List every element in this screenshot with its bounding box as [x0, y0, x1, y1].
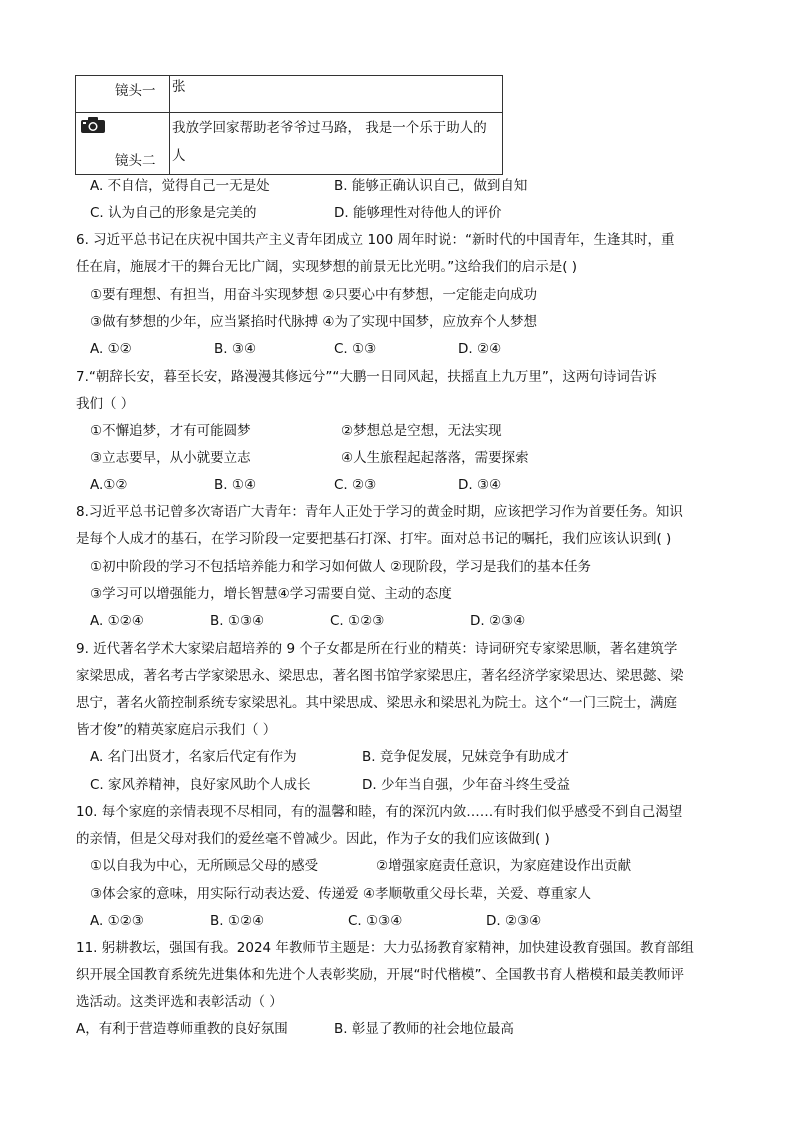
- q7-option-c: C. ②③: [334, 477, 377, 493]
- q7-option-a: A.①②: [90, 477, 128, 493]
- q7-stem-line-2: 我们（ ）: [76, 396, 135, 412]
- scenario-label-1: 镜头一: [115, 83, 156, 99]
- q7-item-3: ③立志要早，从小就要立志: [90, 450, 251, 466]
- q8-items-3-4: ③学习可以增强能力，增长智慧④学习需要自觉、主动的态度: [90, 586, 452, 602]
- scenario-label-cell: [76, 113, 170, 175]
- scenario-label-cell: [76, 76, 170, 112]
- q5-option-d: D. 能够理性对待他人的评价: [334, 205, 502, 221]
- q8-stem-line-1: 8.习近平总书记曾多次寄语广大青年：青年人正处于学习的黄金时期，应该把学习作为首要任务。知识: [76, 504, 683, 520]
- q9-option-d: D. 少年当自强，少年奋斗终生受益: [362, 777, 570, 793]
- q7-option-d: D. ③④: [458, 477, 502, 493]
- q9-stem-line-3: 思宁，著名火箭控制系统专家梁思礼。其中梁思成、梁思永和梁思礼为院士。这个“一门三院士，满庭: [76, 695, 677, 711]
- q6-option-b: B. ③④: [214, 341, 257, 357]
- q9-option-c: C. 家风养精神，良好家风助个人成长: [90, 777, 311, 793]
- q11-stem-line-2: 织开展全国教育系统先进集体和先进个人表彰奖励，开展“时代楷模”、全国教书育人楷模和最美教师评: [76, 967, 684, 983]
- q7-item-1: ①不懈追梦，才有可能圆梦: [90, 423, 251, 439]
- q10-items-3-4: ③体会家的意味，用实际行动表达爱、传递爱 ④孝顺敬重父母长辈，关爱、尊重家人: [90, 886, 591, 902]
- q10-stem-line-2: 的亲情，但是父母对我们的爱丝毫不曾减少。因此，作为子女的我们应该做到( ): [76, 831, 550, 847]
- q6-items-3-4: ③做有梦想的少年，应当紧掐时代脉搏 ④为了实现中国梦，应放弃个人梦想: [90, 314, 537, 330]
- q8-option-d: D. ②③④: [470, 613, 526, 629]
- scenario-content-2-line2: 人: [172, 148, 186, 164]
- q10-stem-line-1: 10. 每个家庭的亲情表现不尽相同，有的温馨和睦，有的深沉内敛……有时我们似乎感受不到自己渴望: [76, 804, 683, 820]
- q9-option-b: B. 竞争促发展，兄妹竞争有助成才: [362, 749, 569, 765]
- scenario-content-1: 张: [172, 79, 186, 95]
- scenario-content-2-line1: 我放学回家帮助老爷爷过马路， 我是一个乐于助人的: [172, 120, 487, 136]
- q6-option-d: D. ②④: [458, 341, 502, 357]
- scenario-table: [75, 75, 503, 175]
- q5-option-a: A. 不自信，觉得自己一无是处: [90, 178, 270, 194]
- q10-option-b: B. ①②④: [210, 913, 265, 929]
- q10-option-c: C. ①③④: [348, 913, 403, 929]
- q9-stem-line-4: 皆才俊”的精英家庭启示我们（ ）: [76, 722, 277, 738]
- q11-stem-line-3: 选活动。这类评选和表彰活动（ ）: [76, 994, 283, 1010]
- q7-stem-line-1: 7.“朝辞长安，暮至长安，路漫漫其修远兮”“大鹏一日同风起，扶摇直上九万里”，这两句诗词告诉: [76, 369, 657, 385]
- q6-option-a: A. ①②: [90, 341, 132, 357]
- q6-items-1-2: ①要有理想、有担当，用奋斗实现梦想 ②只要心中有梦想，一定能走向成功: [90, 287, 537, 303]
- q9-option-a: A. 名门出贤才，名家后代定有作为: [90, 749, 297, 765]
- q11-stem-line-1: 11. 躬耕教坛，强国有我。2024 年教师节主题是：大力弘扬教育家精神，加快建设教育强国。教育部组: [76, 940, 694, 956]
- q10-item-2: ②增强家庭责任意识，为家庭建设作出贡献: [376, 858, 632, 874]
- q6-option-c: C. ①③: [334, 341, 377, 357]
- camera-icon: [80, 116, 106, 134]
- q10-option-d: D. ②③④: [486, 913, 542, 929]
- q8-stem-line-2: 是每个人成才的基石，在学习阶段一定要把基石打深、打牢。面对总书记的嘱托，我们应该认识到( ): [76, 531, 672, 547]
- q7-item-4: ④人生旅程起起落落，需要探索: [341, 450, 529, 466]
- scenario-row-1: [76, 76, 502, 113]
- q10-item-1: ①以自我为中心，无所顾忌父母的感受: [90, 858, 319, 874]
- scenario-row-2: [76, 113, 502, 175]
- q5-option-b: B. 能够正确认识自己，做到自知: [334, 178, 528, 194]
- q11-option-a: A，有利于营造尊师重教的良好氛围: [76, 1021, 288, 1037]
- q9-stem-line-1: 9. 近代著名学术大家梁启超培养的 9 个子女都是所在行业的精英：诗词研究专家梁思顺，著名建筑学: [76, 641, 678, 657]
- scenario-content-2: [172, 114, 500, 170]
- q7-item-2: ②梦想总是空想，无法实现: [341, 423, 502, 439]
- q8-option-b: B. ①③④: [210, 613, 265, 629]
- q6-stem-line-2: 任在肩，施展才干的舞台无比广阔，实现梦想的前景无比光明。”这给我们的启示是( ): [76, 259, 578, 275]
- q9-stem-line-2: 家梁思成，著名考古学家梁思永、梁思忠，著名图书馆学家梁思庄，著名经济学家梁思达、梁思懿、梁: [76, 668, 684, 684]
- q7-option-b: B. ①④: [214, 477, 257, 493]
- q8-option-c: C. ①②③: [330, 613, 385, 629]
- q5-option-c: C. 认为自己的形象是完美的: [90, 205, 257, 221]
- scenario-label-2: 镜头二: [115, 153, 156, 169]
- q10-option-a: A. ①②③: [90, 913, 144, 929]
- q11-option-b: B. 彰显了教师的社会地位最高: [334, 1021, 514, 1037]
- q6-stem-line-1: 6. 习近平总书记在庆祝中国共产主义青年团成立 100 周年时说：“新时代的中国青年，生逢其时，重: [76, 232, 675, 248]
- q8-items-1-2: ①初中阶段的学习不包括培养能力和学习如何做人 ②现阶段，学习是我们的基本任务: [90, 559, 591, 575]
- q8-option-a: A. ①②④: [90, 613, 144, 629]
